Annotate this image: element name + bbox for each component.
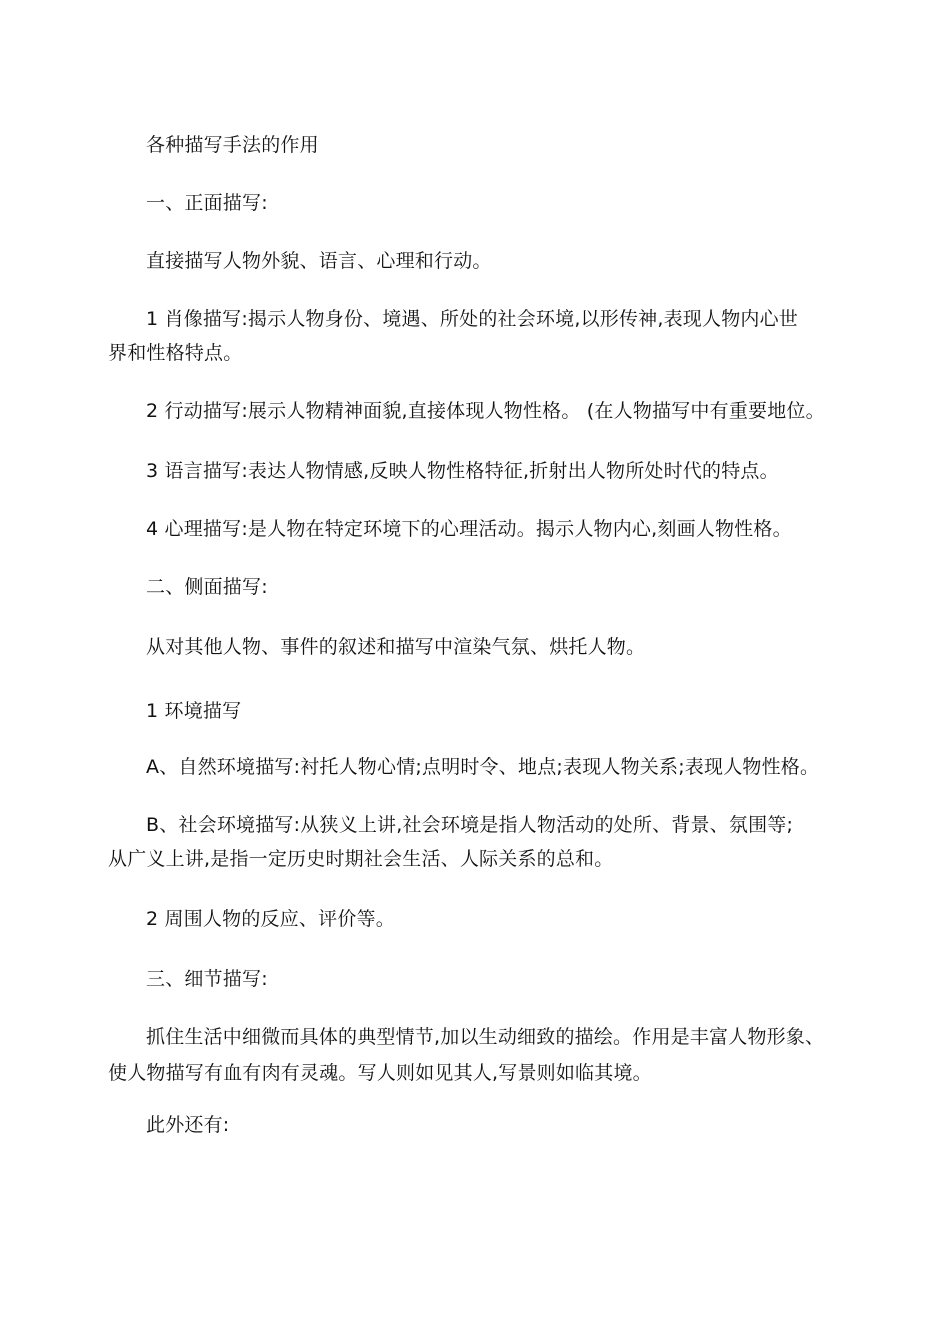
paragraph-additionally: 此外还有: [146, 1114, 230, 1136]
paragraph-detail-line2: 使人物描写有血有肉有灵魂。写人则如见其人,写景则如临其境。 [108, 1062, 652, 1084]
paragraph-language: 3 语言描写:表达人物情感,反映人物性格特征,折射出人物所处时代的特点。 [146, 460, 779, 482]
paragraph-surrounding-people: 2 周围人物的反应、评价等。 [146, 908, 395, 930]
paragraph-side-intro: 从对其他人物、事件的叙述和描写中渲染气氛、烘托人物。 [146, 636, 646, 658]
paragraph-portrait-line1: 1 肖像描写:揭示人物身份、境遇、所处的社会环境,以形传神,表现人物内心世 [146, 308, 799, 330]
section-heading-front: 一、正面描写: [146, 192, 268, 214]
paragraph-social-environment-line2: 从广义上讲,是指一定历史时期社会生活、人际关系的总和。 [108, 848, 614, 870]
section-heading-detail: 三、细节描写: [146, 968, 268, 990]
paragraph-natural-environment: A、自然环境描写:衬托人物心情;点明时令、地点;表现人物关系;表现人物性格。 [146, 756, 820, 778]
section-heading-side: 二、侧面描写: [146, 576, 268, 598]
paragraph-psychology: 4 心理描写:是人物在特定环境下的心理活动。揭示人物内心,刻画人物性格。 [146, 518, 792, 540]
paragraph-environment: 1 环境描写 [146, 700, 242, 722]
paragraph-detail-line1: 抓住生活中细微而具体的典型情节,加以生动细致的描绘。作用是丰富人物形象、 [146, 1026, 825, 1048]
paragraph-portrait-line2: 界和性格特点。 [108, 342, 243, 364]
paragraph-social-environment-line1: B、社会环境描写:从狭义上讲,社会环境是指人物活动的处所、背景、氛围等; [146, 814, 794, 836]
document-title: 各种描写手法的作用 [146, 134, 319, 156]
paragraph-action: 2 行动描写:展示人物精神面貌,直接体现人物性格。 (在人物描写中有重要地位。 [146, 400, 825, 422]
paragraph-front-intro: 直接描写人物外貌、语言、心理和行动。 [146, 250, 492, 272]
